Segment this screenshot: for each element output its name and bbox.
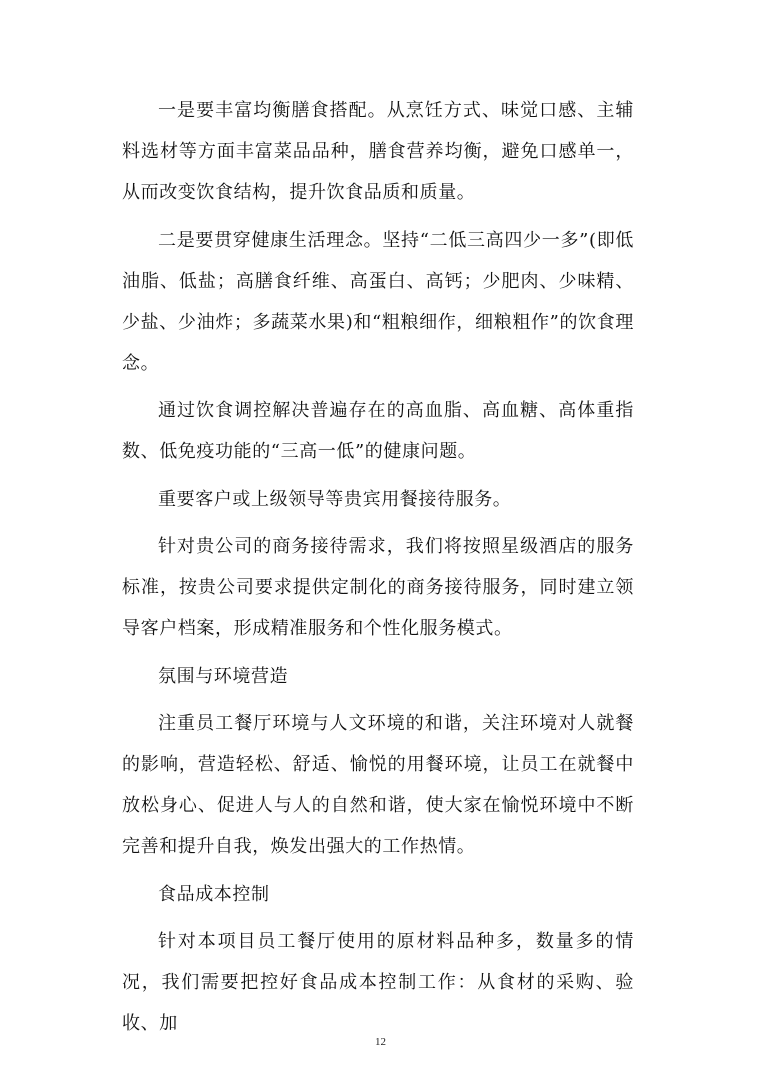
heading-atmosphere: 氛围与环境营造 (158, 665, 289, 687)
paragraph-cost-control: 针对本项目员工餐厅使用的原材料品种多，数量多的情况，我们需要把控好食品成本控制工作：从食材的采购、验收、加 (122, 931, 634, 1034)
paragraph-diet-control: 通过饮食调控解决普遍存在的高血脂、高血糖、高体重指数、低免疫功能的“三高一低”的健康问题。 (122, 400, 634, 462)
heading-vip-reception: 重要客户或上级领导等贵宾用餐接待服务。 (158, 488, 512, 510)
paragraph-balanced-diet: 一是要丰富均衡膳食搭配。从烹饪方式、味觉口感、主辅料选材等方面丰富菜品品种，膳食营养均衡，避免口感单一，从而改变饮食结构，提升饮食品质和质量。 (122, 100, 634, 203)
page-number: 12 (375, 1036, 386, 1048)
paragraph-healthy-lifestyle: 二是要贯穿健康生活理念。坚持“二低三高四少一多”(即低油脂、低盐；高膳食纤维、高蛋白、高钙；少肥肉、少味精、少盐、少油炸；多蔬菜水果)和“粗粮细作，细粮粗作”的饮食理念。 (122, 229, 634, 374)
paragraph-environment: 注重员工餐厅环境与人文环境的和谐，关注环境对人就餐的影响，营造轻松、舒适、愉悦的用餐环境，让员工在就餐中放松身心、促进人与人的自然和谐，使大家在愉悦环境中不断完善和提升自我，焕发出强大的工作热情。 (122, 713, 634, 857)
heading-food-cost: 食品成本控制 (158, 883, 270, 905)
paragraph-business-reception: 针对贵公司的商务接待需求，我们将按照星级酒店的服务标准，按贵公司要求提供定制化的商务接待服务，同时建立领导客户档案，形成精准服务和个性化服务模式。 (122, 536, 634, 639)
body-text (122, 90, 634, 1051)
